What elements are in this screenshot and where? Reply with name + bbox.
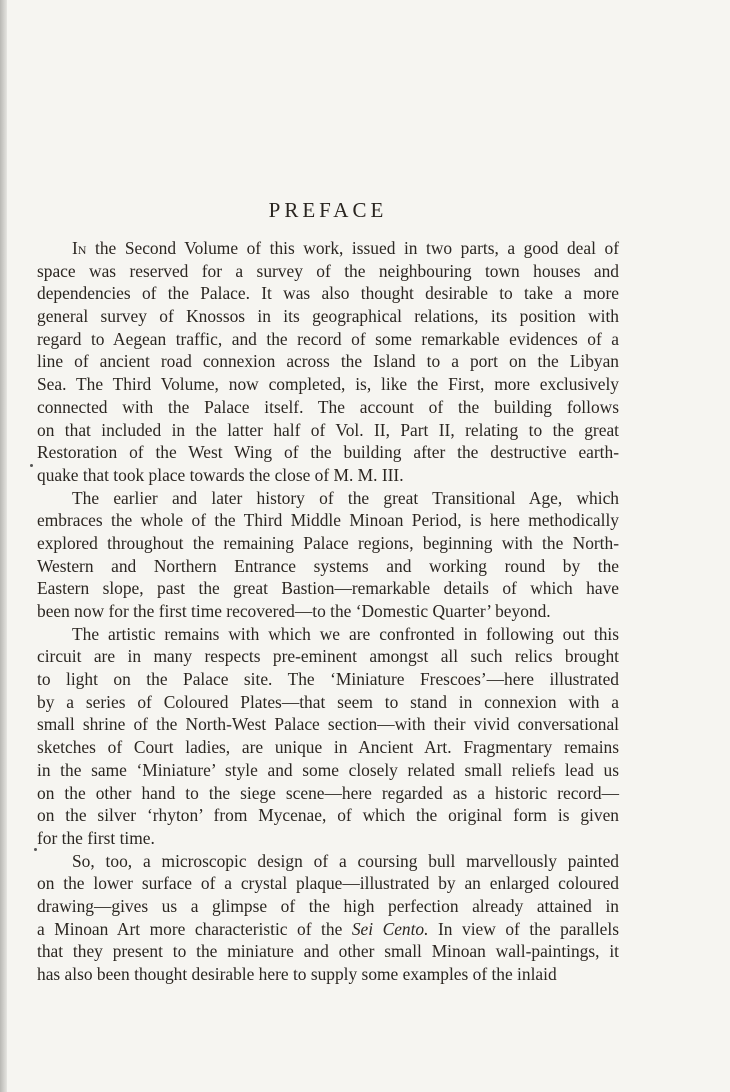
- italic-text: Sei Cento.: [351, 918, 429, 939]
- text-line: quake that took place towards the close of M. M. III.: [37, 464, 404, 485]
- paragraph: [37, 237, 619, 487]
- text-line: on the other hand to the siege scene—here regarded as a historic record—: [37, 782, 619, 803]
- text-line: been now for the first time recovered—to the ‘Domestic Quarter’ beyond.: [37, 601, 551, 621]
- text-line: sketches of Court ladies, are unique in Ancient Art. Fragmentary remains: [37, 737, 619, 758]
- text-line: regard to Aegean traffic, and the record of some remarkable evidences of a: [37, 328, 619, 349]
- text-line: drawing—gives us a glimpse of the high perfection already attained in: [37, 895, 619, 916]
- paragraph: [37, 623, 619, 850]
- text-line: [37, 918, 619, 941]
- small-caps-text: In: [72, 238, 87, 258]
- text-line: to light on the Palace site. The ‘Miniature Frescoes’—here illustrated: [37, 669, 619, 690]
- preface-body: [37, 237, 619, 986]
- text-line: Eastern slope, past the great Bastion—remarkable details of which have: [37, 578, 619, 599]
- text-line: [37, 237, 619, 260]
- margin-mark: [34, 848, 37, 851]
- text-line: Western and Northern Entrance systems and working round by the: [37, 555, 619, 576]
- text-segment: In view of the parallels: [428, 918, 620, 939]
- text-line: general survey of Knossos in its geographical relations, its position with: [37, 306, 619, 327]
- text-line: has also been thought desirable here to supply some examples of the inlaid: [37, 964, 557, 984]
- text-segment: a Minoan Art more characteristic of the: [37, 918, 352, 939]
- page-edge-shadow: [0, 0, 7, 1092]
- text-segment: the Second Volume of this work, issued in two parts, a good deal of: [86, 238, 619, 258]
- text-line: The earlier and later history of the great Transitional Age, which: [72, 487, 619, 508]
- text-line: embraces the whole of the Third Middle Minoan Period, is here methodically: [37, 510, 619, 531]
- text-line: that they present to the miniature and other small Minoan wall-paintings, it: [37, 941, 619, 962]
- text-line: on the silver ‘rhyton’ from Mycenae, of which the original form is given: [37, 805, 619, 826]
- text-line: explored throughout the remaining Palace regions, beginning with the North-: [37, 532, 619, 553]
- page-title: PREFACE: [268, 198, 388, 222]
- paragraph: [37, 487, 619, 623]
- text-line: dependencies of the Palace. It was also thought desirable to take a more: [37, 283, 619, 304]
- text-line: small shrine of the North-West Palace section—with their vivid conversational: [37, 714, 619, 735]
- text-line: for the first time.: [37, 827, 155, 848]
- text-line: on that included in the latter half of Vol. II, Part II, relating to the great: [37, 419, 619, 440]
- text-line: by a series of Coloured Plates—that seem to stand in connexion with a: [37, 691, 619, 712]
- paragraph: [37, 850, 619, 986]
- text-line: The artistic remains with which we are confronted in following out this: [72, 623, 619, 644]
- text-line: Restoration of the West Wing of the building after the destructive earth-: [37, 442, 619, 463]
- text-line: on the lower surface of a crystal plaque—illustrated by an enlarged coloured: [37, 873, 619, 894]
- text-line: Sea. The Third Volume, now completed, is, like the First, more exclusively: [37, 374, 619, 395]
- text-line: So, too, a microscopic design of a coursing bull marvellously painted: [72, 850, 619, 871]
- text-line: in the same ‘Miniature’ style and some closely related small reliefs lead us: [37, 759, 619, 780]
- text-line: connected with the Palace itself. The account of the building follows: [37, 396, 619, 417]
- text-line: space was reserved for a survey of the neighbouring town houses and: [37, 260, 619, 281]
- text-line: circuit are in many respects pre-eminent amongst all such relics brought: [37, 646, 619, 667]
- text-line: line of ancient road connexion across the Island to a port on the Libyan: [37, 351, 619, 372]
- margin-mark: [30, 464, 33, 467]
